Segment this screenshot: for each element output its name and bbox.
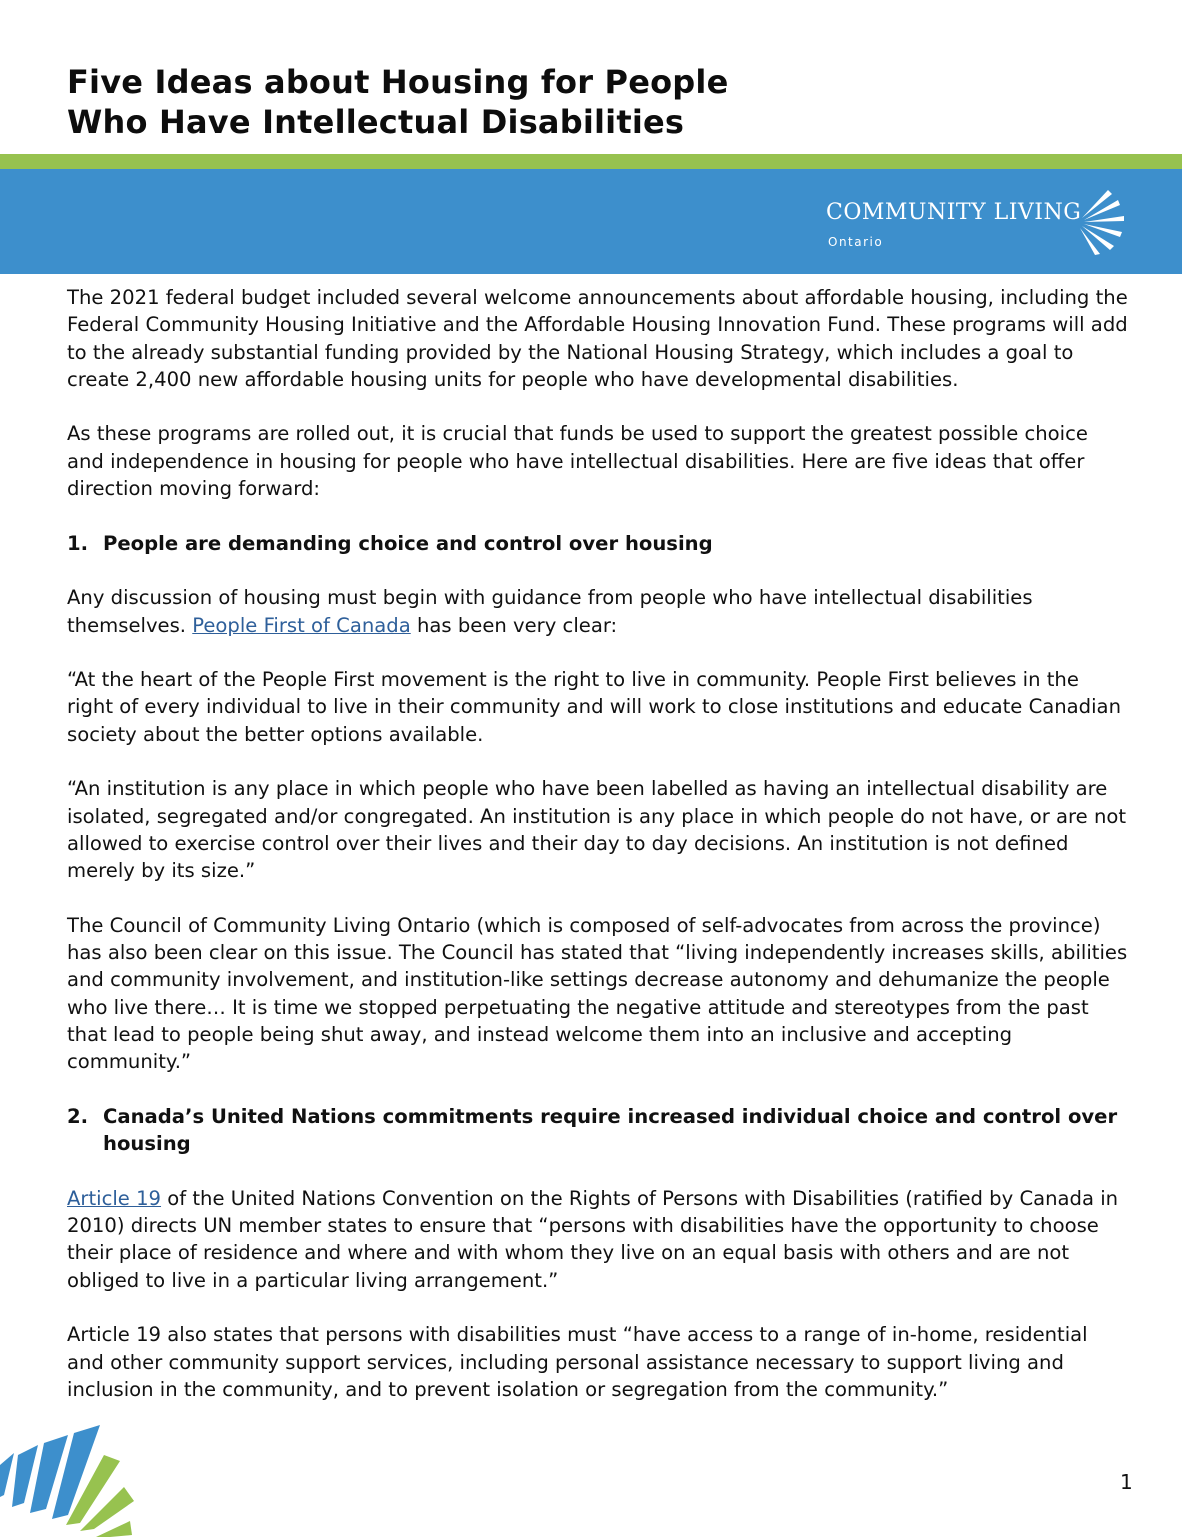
logo-wordmark: COMMUNITY LIVING xyxy=(826,200,1082,225)
section-2-paragraph-2: Article 19 also states that persons with disabilities must “have access to a range of in-home, residential and other community support services, including personal assistance necessary to support living and inclusion in the community, and to prevent isolation or segregation from the community.” xyxy=(67,1323,1088,1401)
section-1-title: People are demanding choice and control over housing xyxy=(103,531,713,555)
section-2-title: Canada’s United Nations commitments require increased individual choice and control over housing xyxy=(103,1104,1118,1156)
section-2-paragraph-1 xyxy=(67,1185,1129,1294)
article-19-link[interactable]: Article 19 xyxy=(67,1186,162,1210)
document-body xyxy=(67,284,1129,1430)
people-first-link[interactable]: People First of Canada xyxy=(192,613,411,637)
section-2-heading xyxy=(67,1103,1129,1158)
intro-paragraph-2: As these programs are rolled out, it is crucial that funds be used to support the greatest possible choice and independence in housing for people who have intellectual disabilities. Here are five ideas that offer direction moving forward: xyxy=(67,422,1088,501)
people-first-quote-1: “At the heart of the People First movement is the right to live in community. People First believes in the right of every individual to live in their community and will work to close institutions and educate Canadian society about the better options available. xyxy=(67,668,1121,746)
section-1-heading xyxy=(67,530,1129,557)
page-number: 1 xyxy=(1120,1470,1133,1494)
community-living-logo xyxy=(826,188,1126,258)
section-1-intro xyxy=(67,584,1129,639)
title-line-1: Five Ideas about Housing for People xyxy=(67,63,729,101)
section-2-number: 2. xyxy=(67,1104,89,1128)
council-paragraph: The Council of Community Living Ontario (which is composed of self-advocates from across the province) has also been clear on this issue. The Council has stated that “living independently increases skills, abilities and community involvement, and institution-like settings decrease autonomy and dehumanize the people who live there… It is time we stopped perpetuating the negative attitude and stereotypes from the past that lead to people being shut away, and instead welcome them into an inclusive and accepting community.” xyxy=(67,913,1128,1074)
intro-paragraph-1: The 2021 federal budget included several welcome announcements about affordable housing, including the Federal Community Housing Initiative and the Affordable Housing Innovation Fund. These programs will add to the already substantial funding provided by the National Housing Strategy, which includes a goal to create 2,400 new affordable housing units for people who have developmental disabilities. xyxy=(67,286,1128,391)
section-2-paragraph-1-text: of the United Nations Convention on the Rights of Persons with Disabilities (ratified by Canada in 2010) directs UN member states to ensure that “persons with disabilities have the opportunity to choose their place of residence and where and with whom they live on an equal basis with others and are not obliged to live in a particular living arrangement.” xyxy=(67,1186,1119,1292)
footer-fan-icon xyxy=(0,1425,140,1538)
people-first-quote-2: “An institution is any place in which people who have been labelled as having an intellectual disability are isolated, segregated and/or congregated. An institution is any place in which people do not have, or are not allowed to exercise control over their lives and their day to day decisions. An institution is not defined merely by its size.” xyxy=(67,777,1127,883)
logo-fan-icon xyxy=(1078,188,1126,256)
section-1-intro-text: Any discussion of housing must begin with guidance from people who have intellectual disabilities themselves. xyxy=(67,586,1033,637)
green-header-band xyxy=(0,154,1182,169)
document-title xyxy=(67,62,728,142)
section-1-intro-tail: has been very clear: xyxy=(410,613,618,637)
logo-subtitle: Ontario xyxy=(828,235,884,249)
title-line-2: Who Have Intellectual Disabilities xyxy=(67,103,685,141)
section-1-number: 1. xyxy=(67,531,89,555)
